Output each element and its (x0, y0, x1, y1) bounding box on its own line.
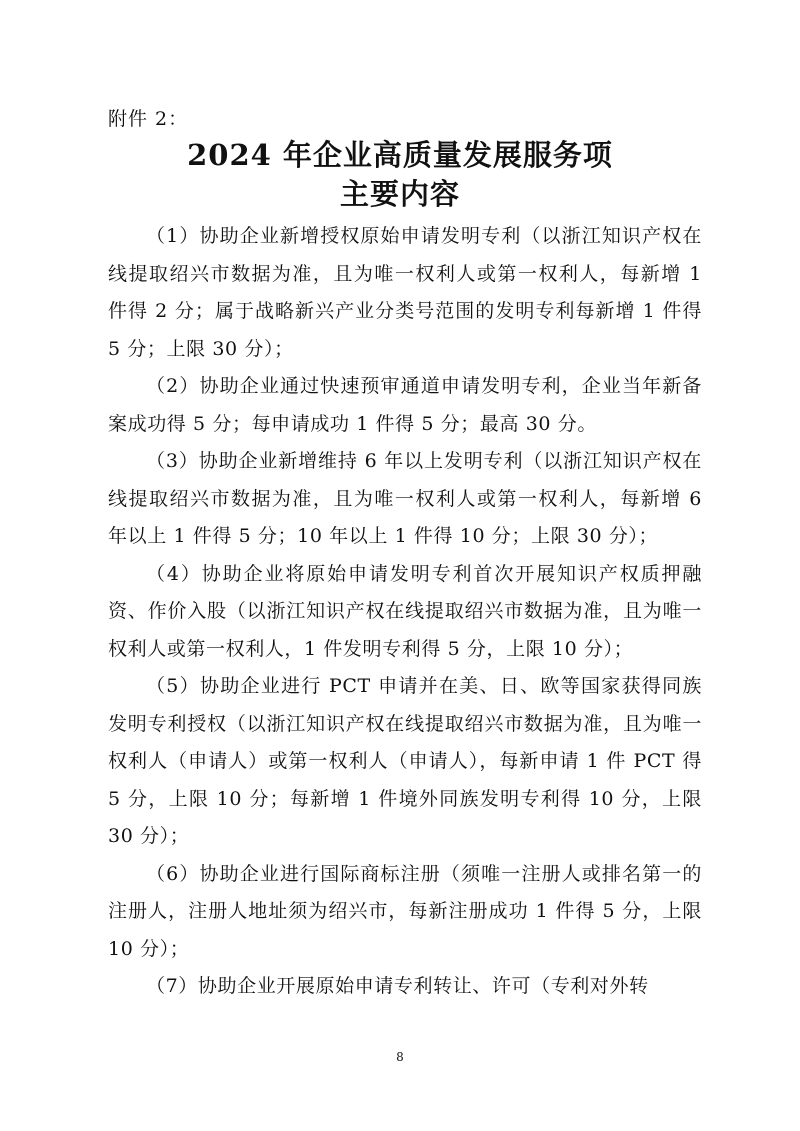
paragraph-item-5: （5）协助企业进行 PCT 申请并在美、日、欧等国家获得同族发明专利授权（以浙江知识产权在线提取绍兴市数据为准，且为唯一权利人（申请人）或第一权利人（申请人），每新申请 1 件 PCT 得 5 分，上限 10 分；每新增 1 件境外同族发明专利得 10 分，上限 30 分）； (108, 675, 702, 847)
paragraph-item-2: （2）协助企业通过快速预审通道申请发明专利，企业当年新备案成功得 5 分；每申请成功 1 件得 5 分；最高 30 分。 (108, 375, 702, 435)
page-number: 8 (396, 1050, 404, 1064)
document-title-line-2: 主要内容 (339, 177, 460, 211)
paragraph-item-4: （4）协助企业将原始申请发明专利首次开展知识产权质押融资、作价入股（以浙江知识产权在线提取绍兴市数据为准，且为唯一权利人或第一权利人，1 件发明专利得 5 分，上限 10 分）； (108, 562, 702, 660)
paragraph-item-7: （7）协助企业开展原始申请专利转让、许可（专利对外转 (146, 975, 649, 997)
attachment-label: 附件 2： (108, 108, 189, 130)
document-title-line-1: 2024 年企业高质量发展服务项 (187, 138, 613, 172)
paragraph-item-1: （1）协助企业新增授权原始申请发明专利（以浙江知识产权在线提取绍兴市数据为准，且为唯一权利人或第一权利人，每新增 1 件得 2 分；属于战略新兴产业分类号范围的发明专利每新增 1 件得 5 分；上限 30 分）； (108, 225, 702, 360)
paragraph-item-3: （3）协助企业新增维持 6 年以上发明专利（以浙江知识产权在线提取绍兴市数据为准，且为唯一权利人或第一权利人，每新增 6 年以上 1 件得 5 分；10 年以上 1 件得 10 分；上限 30 分）； (108, 450, 702, 547)
paragraph-item-6: （6）协助企业进行国际商标注册（须唯一注册人或排名第一的注册人，注册人地址须为绍兴市，每新注册成功 1 件得 5 分，上限 10 分）； (108, 862, 702, 960)
document-body (108, 218, 702, 1006)
